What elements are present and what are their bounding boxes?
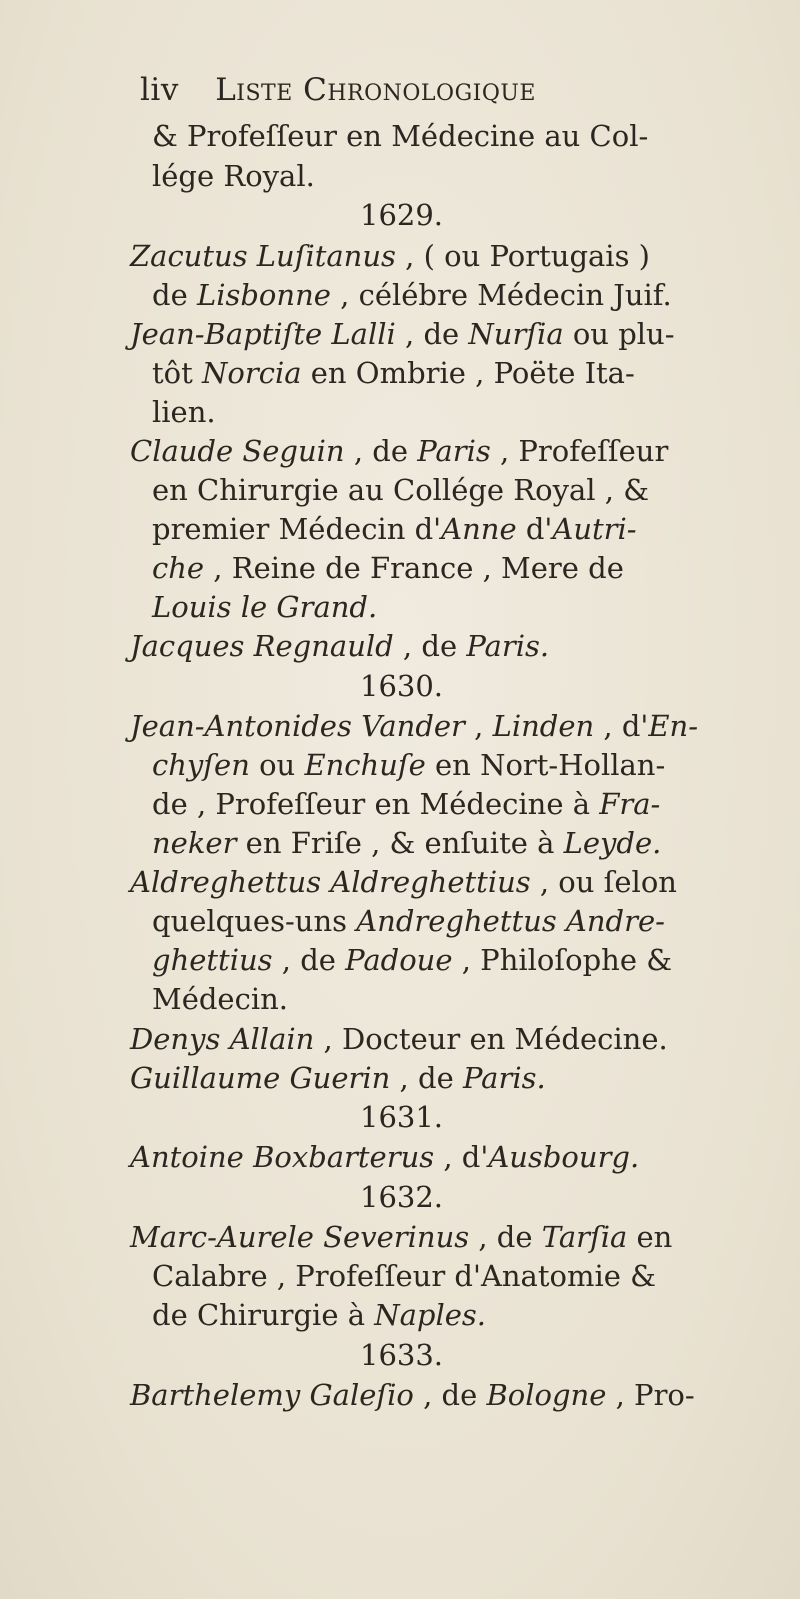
text-line: chyſen ou Enchuſe en Nort-Hollan- bbox=[152, 748, 666, 782]
text-line: Antoine Boxbarterus , d'Ausbourg. bbox=[130, 1140, 640, 1174]
text-line: Jacques Regnauld , de Paris. bbox=[130, 629, 550, 663]
text-line: Louis le Grand. bbox=[152, 590, 378, 624]
text-line: quelques-uns Andreghettus Andre- bbox=[152, 904, 665, 938]
year-heading: 1630. bbox=[360, 669, 444, 703]
page-number: liv bbox=[140, 72, 179, 108]
text-line: de Lisbonne , célébre Médecin Juif. bbox=[152, 278, 672, 312]
year-heading: 1631. bbox=[360, 1100, 444, 1134]
text-line: Marc-Aurele Severinus , de Tarſia en bbox=[130, 1220, 673, 1254]
text-line: en Chirurgie au Collége Royal , & bbox=[152, 473, 650, 507]
text-line: de , Profeſſeur en Médecine à Fra- bbox=[152, 787, 661, 821]
text-line: & Profeſſeur en Médecine au Col- bbox=[152, 119, 649, 153]
text-line: ghettius , de Padoue , Philoſophe & bbox=[152, 943, 673, 977]
text-line: Calabre , Profeſſeur d'Anatomie & bbox=[152, 1259, 656, 1293]
year-heading: 1629. bbox=[360, 198, 444, 232]
running-title: Liste Chronologique bbox=[215, 72, 536, 108]
text-line: premier Médecin d'Anne d'Autri- bbox=[152, 512, 637, 546]
text-line: che , Reine de France , Mere de bbox=[152, 551, 624, 585]
text-line: Guillaume Guerin , de Paris. bbox=[130, 1061, 546, 1095]
text-line: Jean-Baptiſte Lalli , de Nurſia ou plu- bbox=[130, 317, 675, 351]
year-heading: 1633. bbox=[360, 1338, 444, 1372]
text-line: Claude Seguin , de Paris , Profeſſeur bbox=[130, 434, 669, 468]
text-line: Aldreghettus Aldreghettius , ou ſelon bbox=[130, 865, 677, 899]
text-line: Jean-Antonides Vander , Linden , d'En- bbox=[130, 709, 699, 743]
page-header bbox=[140, 72, 536, 108]
text-line: lien. bbox=[152, 395, 216, 429]
text-line: lége Royal. bbox=[152, 159, 315, 193]
text-line: Zacutus Luſitanus , ( ou Portugais ) bbox=[130, 239, 650, 273]
text-line: neker en Friſe , & enſuite à Leyde. bbox=[152, 826, 662, 860]
text-line: Médecin. bbox=[152, 982, 288, 1016]
text-line: de Chirurgie à Naples. bbox=[152, 1298, 486, 1332]
text-line: Denys Allain , Docteur en Médecine. bbox=[130, 1022, 668, 1056]
text-line: Barthelemy Galeſio , de Bologne , Pro- bbox=[130, 1378, 695, 1412]
year-heading: 1632. bbox=[360, 1180, 444, 1214]
text-line: tôt Norcia en Ombrie , Poëte Ita- bbox=[152, 356, 635, 390]
